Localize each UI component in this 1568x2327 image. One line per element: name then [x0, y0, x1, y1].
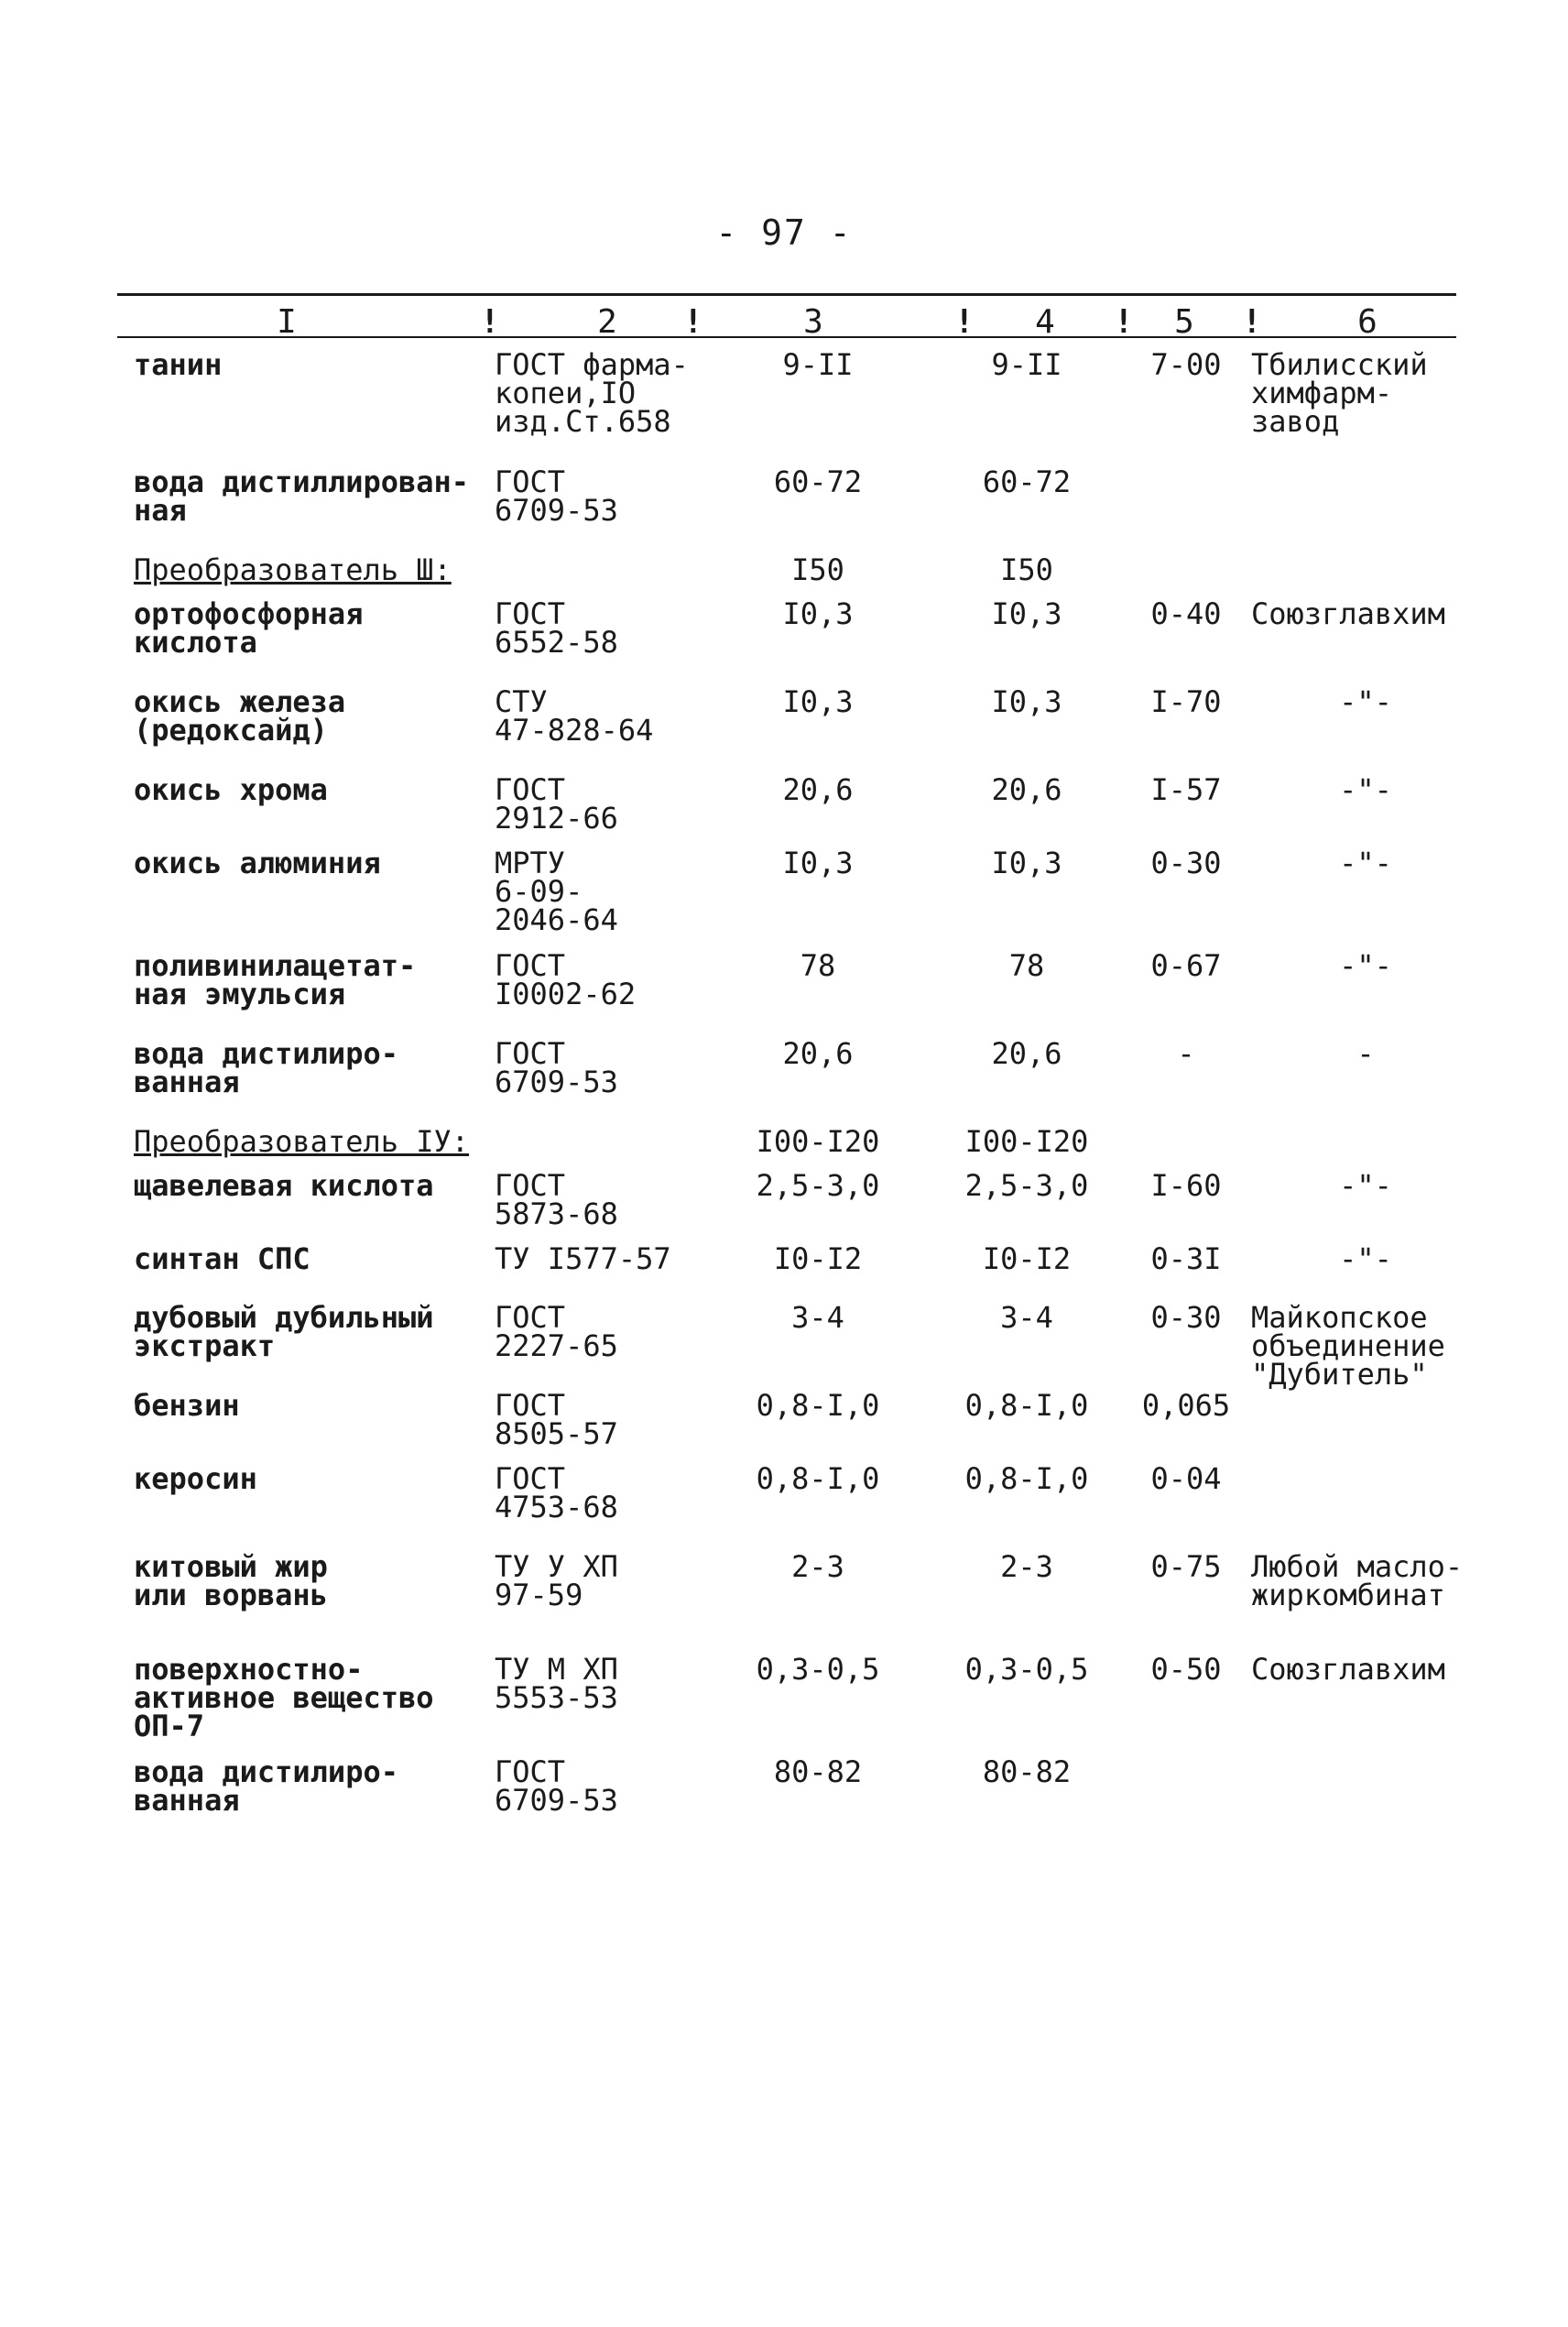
quantity-col-3: I0,3: [782, 846, 854, 880]
code: I-70: [1150, 684, 1222, 719]
quantity-col-4: I0,3: [991, 596, 1062, 631]
quantity-col-3: 0,8-I,0: [756, 1461, 880, 1496]
standard: ГОСТ I0002-62: [495, 948, 637, 1011]
quantity-col-4: 9-II: [991, 347, 1062, 382]
quantity-col-3: I0,3: [782, 684, 854, 719]
material-name: китовый жир или ворвань: [134, 1549, 328, 1612]
quantity-col-3: 2-3: [791, 1549, 844, 1584]
header-separator: !: [954, 303, 975, 341]
header-col-1: I: [277, 303, 297, 341]
code: I-60: [1150, 1168, 1222, 1203]
standard: ГОСТ 4753-68: [495, 1461, 618, 1524]
supplier: -"-: [1339, 684, 1392, 719]
standard: ТУ I577-57: [495, 1241, 671, 1276]
header-col-6: 6: [1357, 303, 1377, 341]
quantity-col-4: I0,3: [991, 846, 1062, 880]
header-separator: !: [1114, 303, 1134, 341]
code: 0-30: [1150, 846, 1222, 880]
quantity-col-4: I0,3: [991, 684, 1062, 719]
header-col-2: 2: [597, 303, 617, 341]
quantity-col-4: 60-72: [982, 464, 1072, 499]
material-name: ортофосфорная кислота: [134, 596, 364, 660]
quantity-col-4: I00-I20: [964, 1124, 1089, 1159]
code: 0-75: [1150, 1549, 1222, 1584]
material-name: вода дистиллирован- ная: [134, 464, 470, 528]
supplier: -"-: [1339, 1168, 1392, 1203]
material-name: щавелевая кислота: [134, 1168, 434, 1203]
supplier: -: [1356, 1036, 1375, 1071]
material-name: Преобразователь IУ:: [134, 1124, 470, 1159]
code: 0-67: [1150, 948, 1222, 983]
code: 0-3I: [1150, 1241, 1222, 1276]
code: 0,065: [1141, 1388, 1231, 1423]
material-name: танин: [134, 347, 223, 382]
material-name: керосин: [134, 1461, 257, 1496]
code: 0-30: [1150, 1300, 1222, 1335]
standard: ГОСТ 6709-53: [495, 464, 618, 528]
quantity-col-4: 0,3-0,5: [964, 1652, 1089, 1687]
code: -: [1177, 1036, 1195, 1071]
standard: ГОСТ фарма- копеи,IO изд.Ст.658: [495, 347, 689, 439]
code: 7-00: [1150, 347, 1222, 382]
code: I-57: [1150, 772, 1222, 807]
table-top-rule: [117, 293, 1456, 296]
quantity-col-3: 9-II: [782, 347, 854, 382]
code: 0-50: [1150, 1652, 1222, 1687]
quantity-col-3: 20,6: [782, 1036, 854, 1071]
supplier: -"-: [1339, 1241, 1392, 1276]
supplier: Тбилисский химфарм- завод: [1251, 347, 1428, 439]
material-name: дубовый дубильный экстракт: [134, 1300, 434, 1363]
quantity-col-3: I00-I20: [756, 1124, 880, 1159]
header-col-4: 4: [1035, 303, 1055, 341]
quantity-col-4: 2,5-3,0: [964, 1168, 1089, 1203]
supplier: Майкопское объединение "Дубитель": [1251, 1300, 1445, 1392]
supplier: -"-: [1339, 772, 1392, 807]
quantity-col-3: 0,3-0,5: [756, 1652, 880, 1687]
materials-table: [117, 293, 1464, 1818]
standard: ГОСТ 6709-53: [495, 1754, 618, 1818]
quantity-col-3: 2,5-3,0: [756, 1168, 880, 1203]
quantity-col-4: 0,8-I,0: [964, 1461, 1089, 1496]
supplier: Любой масло- жиркомбинат: [1251, 1549, 1464, 1612]
supplier: -"-: [1339, 948, 1392, 983]
header-separator: !: [1242, 303, 1262, 341]
header-col-5: 5: [1174, 303, 1194, 341]
quantity-col-3: 60-72: [773, 464, 863, 499]
standard: ГОСТ 2227-65: [495, 1300, 618, 1363]
supplier: Союзглавхим: [1251, 596, 1445, 631]
standard: СТУ 47-828-64: [495, 684, 654, 748]
material-name: Преобразователь Ш:: [134, 552, 452, 587]
standard: МРТУ 6-09- 2046-64: [495, 846, 618, 937]
page-number: - 97 -: [715, 213, 853, 253]
material-name: окись алюминия: [134, 846, 381, 880]
quantity-col-3: 78: [800, 948, 836, 983]
material-name: поверхностно- активное вещество ОП-7: [134, 1652, 434, 1743]
standard: ГОСТ 2912-66: [495, 772, 618, 836]
material-name: окись железа (редоксайд): [134, 684, 346, 748]
quantity-col-3: 80-82: [773, 1754, 863, 1789]
standard: ГОСТ 5873-68: [495, 1168, 618, 1231]
quantity-col-4: 3-4: [1000, 1300, 1053, 1335]
standard: ГОСТ 6552-58: [495, 596, 618, 660]
quantity-col-4: 20,6: [991, 1036, 1062, 1071]
quantity-col-4: 20,6: [991, 772, 1062, 807]
quantity-col-3: 20,6: [782, 772, 854, 807]
header-separator: !: [480, 303, 500, 341]
quantity-col-4: 78: [1008, 948, 1045, 983]
material-name: бензин: [134, 1388, 240, 1423]
header-col-3: 3: [803, 303, 823, 341]
material-name: поливинилацетат- ная эмульсия: [134, 948, 417, 1011]
standard: ГОСТ 6709-53: [495, 1036, 618, 1099]
quantity-col-4: 2-3: [1000, 1549, 1053, 1584]
material-name: синтан СПС: [134, 1241, 310, 1276]
header-separator: !: [683, 303, 703, 341]
standard: ГОСТ 8505-57: [495, 1388, 618, 1451]
code: 0-04: [1150, 1461, 1222, 1496]
quantity-col-3: I50: [791, 552, 844, 587]
quantity-col-3: 0,8-I,0: [756, 1388, 880, 1423]
quantity-col-3: I0-I2: [773, 1241, 863, 1276]
quantity-col-4: 0,8-I,0: [964, 1388, 1089, 1423]
quantity-col-4: I50: [1000, 552, 1053, 587]
quantity-col-4: 80-82: [982, 1754, 1072, 1789]
quantity-col-4: I0-I2: [982, 1241, 1072, 1276]
code: 0-40: [1150, 596, 1222, 631]
quantity-col-3: I0,3: [782, 596, 854, 631]
standard: ТУ М ХП 5553-53: [495, 1652, 618, 1715]
supplier: Союзглавхим: [1251, 1652, 1445, 1687]
quantity-col-3: 3-4: [791, 1300, 844, 1335]
standard: ТУ У ХП 97-59: [495, 1549, 618, 1612]
supplier: -"-: [1339, 846, 1392, 880]
material-name: вода дистилиро- ванная: [134, 1036, 398, 1099]
material-name: вода дистилиро- ванная: [134, 1754, 398, 1818]
material-name: окись хрома: [134, 772, 328, 807]
